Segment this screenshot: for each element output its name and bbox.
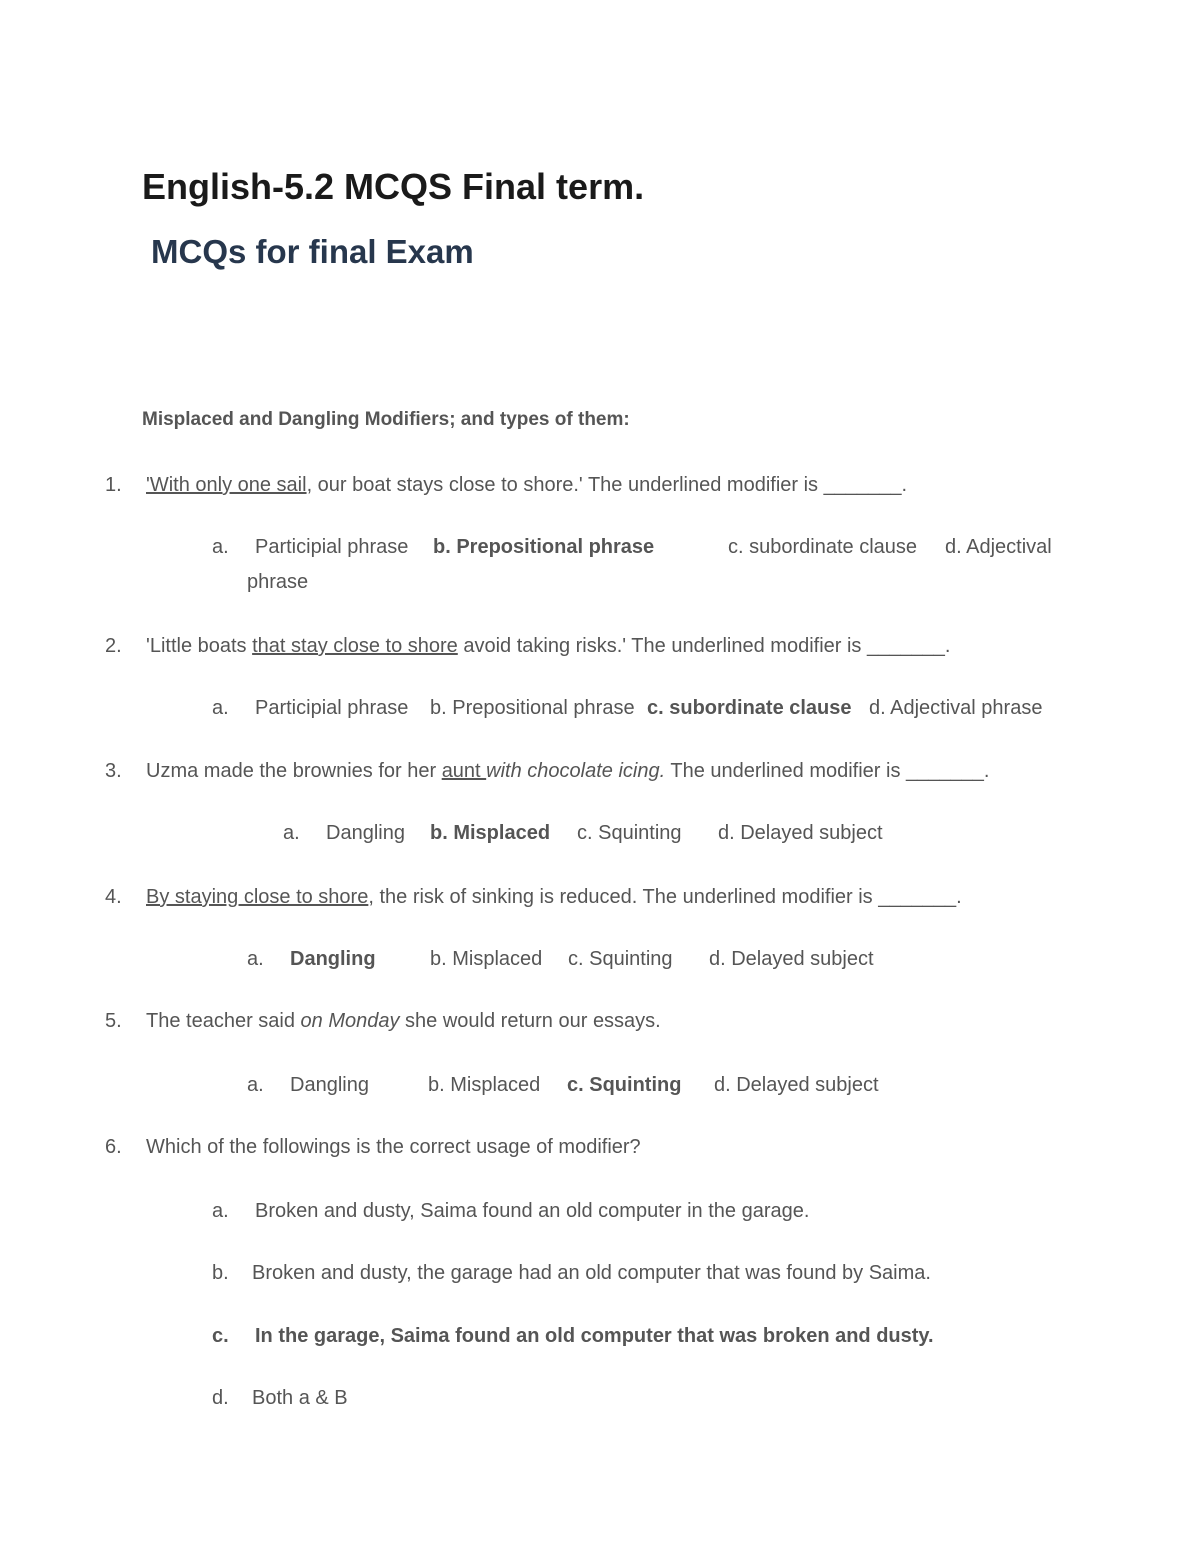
question-pre: The teacher said (146, 1010, 301, 1032)
option-b-correct: b. Prepositional phrase (433, 536, 655, 558)
option-c-correct: c. subordinate clause (647, 697, 852, 719)
option-label: b. (212, 1262, 229, 1284)
option-b: b. Misplaced (430, 948, 543, 970)
option-c: c. Squinting (577, 822, 682, 844)
underlined-modifier: 'With only one sail (146, 474, 307, 496)
option-label: a. (212, 1200, 229, 1222)
option-a: Dangling (326, 822, 405, 844)
underlined-modifier: By staying close to shore (146, 886, 369, 908)
question-number: 3. (105, 760, 122, 782)
question-rest: avoid taking risks.' The underlined modifier is _______. (457, 635, 951, 657)
question-text (146, 1010, 661, 1033)
option-d: d. Delayed subject (718, 822, 883, 844)
question-rest: she would return our essays. (399, 1010, 661, 1032)
option-c-correct: In the garage, Saima found an old computer that was broken and dusty. (255, 1325, 934, 1347)
option-d-continued: phrase (247, 571, 309, 593)
option-label: a. (212, 697, 229, 719)
option-b: b. Prepositional phrase (430, 697, 635, 719)
option-a: Dangling (290, 1074, 369, 1096)
option-b: b. Misplaced (428, 1074, 541, 1096)
question-number: 2. (105, 635, 122, 657)
option-label: a. (212, 536, 229, 558)
question-number: 6. (105, 1136, 122, 1158)
question-rest: The underlined modifier is _______. (665, 760, 990, 782)
option-b: Broken and dusty, the garage had an old computer that was found by Saima. (252, 1262, 931, 1284)
option-a-correct: Dangling (290, 948, 376, 970)
section-heading: Misplaced and Dangling Modifiers; and types of them: (142, 409, 630, 430)
option-label: d. (212, 1387, 229, 1409)
question-number: 1. (105, 474, 122, 496)
option-d: d. Delayed subject (714, 1074, 879, 1096)
question-text (146, 886, 962, 909)
question-rest: , our boat stays close to shore.' The underlined modifier is _______. (306, 474, 908, 496)
option-c: c. Squinting (568, 948, 673, 970)
option-a: Broken and dusty, Saima found an old computer in the garage. (255, 1200, 810, 1222)
question-pre: Uzma made the brownies for her (146, 760, 442, 782)
italic-phrase: on Monday (300, 1010, 400, 1032)
option-d: d. Adjectival (945, 536, 1052, 558)
question-text (146, 635, 950, 658)
question-number: 4. (105, 886, 122, 908)
option-d: d. Adjectival phrase (869, 697, 1043, 719)
question-text: Which of the followings is the correct usage of modifier? (146, 1136, 641, 1158)
option-b-correct: b. Misplaced (430, 822, 551, 844)
option-d: Both a & B (252, 1387, 348, 1409)
option-label: a. (247, 1074, 264, 1096)
question-number: 5. (105, 1010, 122, 1032)
option-label: a. (283, 822, 300, 844)
question-rest: , the risk of sinking is reduced. The underlined modifier is _______. (368, 886, 962, 908)
page-title: English-5.2 MCQS Final term. (142, 166, 645, 207)
underlined-modifier: that stay close to shore (252, 635, 458, 657)
option-c: c. subordinate clause (728, 536, 918, 558)
question-text (146, 760, 989, 783)
page-subtitle: MCQs for final Exam (151, 233, 474, 270)
option-label: c. (212, 1325, 229, 1347)
option-label: a. (247, 948, 264, 970)
option-d: d. Delayed subject (709, 948, 874, 970)
option-a: Participial phrase (255, 536, 409, 558)
option-c-correct: c. Squinting (567, 1074, 682, 1096)
underlined-modifier: aunt (441, 760, 487, 782)
italic-phrase: with chocolate icing. (486, 760, 666, 782)
question-pre: 'Little boats (146, 635, 253, 657)
option-a: Participial phrase (255, 697, 409, 719)
question-text (146, 474, 907, 497)
